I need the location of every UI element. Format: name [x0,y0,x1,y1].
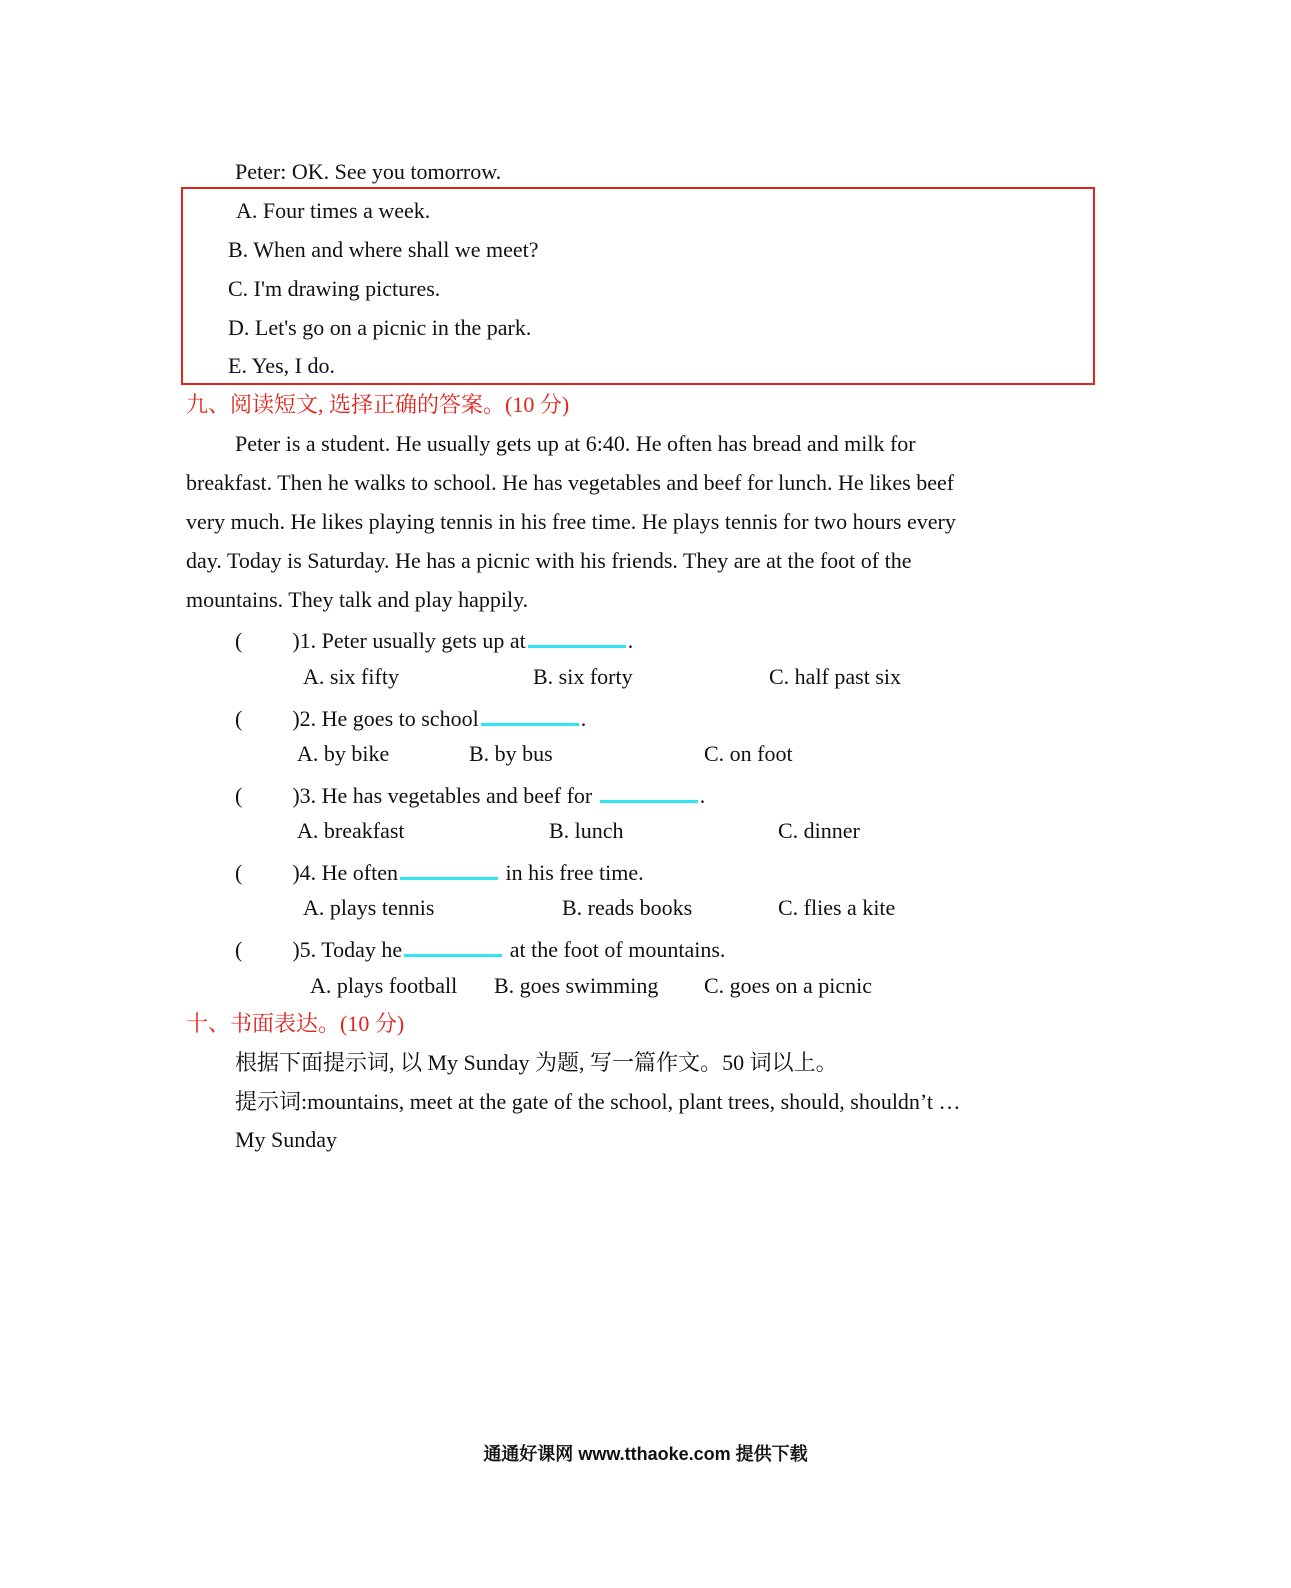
footer-watermark: 通通好课网 www.tthaoke.com 提供下载 [483,1444,808,1464]
option-a: A. six fifty [303,664,399,689]
choice-b: B. When and where shall we meet? [228,237,539,262]
writing-hints: 提示词:mountains, meet at the gate of the school, plant trees, should, shouldn’t … [235,1089,961,1114]
option-a: A. by bike [297,741,390,766]
option-b: B. lunch [549,818,624,843]
option-c: C. on foot [704,741,793,766]
question-text: )1. Peter usually gets up at [292,628,526,653]
answer-paren[interactable]: ( [235,783,243,808]
passage-line: Peter is a student. He usually gets up at 6:40. He often has bread and milk for [235,431,916,456]
passage-line: mountains. They talk and play happily. [186,587,529,612]
answer-blank [528,623,626,648]
answer-blank [400,855,498,880]
option-b: B. reads books [562,895,693,920]
answer-blank [600,778,698,803]
question-suffix: . [627,628,634,653]
choice-c: C. I'm drawing pictures. [228,276,441,301]
passage-line: breakfast. Then he walks to school. He has vegetables and beef for lunch. He likes beef [186,470,955,495]
question-3 [235,778,705,808]
question-suffix: . [699,783,706,808]
choice-d: D. Let's go on a picnic in the park. [228,315,532,340]
writing-instruction: 根据下面提示词, 以 My Sunday 为题, 写一篇作文。50 词以上。 [235,1050,838,1075]
option-b: B. goes swimming [494,973,659,998]
question-text: )5. Today he [292,937,403,962]
question-text: )3. He has vegetables and beef for [292,783,593,808]
question-1 [235,623,633,653]
section9-heading: 九、阅读短文, 选择正确的答案。(10 分) [186,392,570,417]
option-c: C. dinner [778,818,860,843]
answer-blank [481,701,579,726]
question-suffix: at the foot of mountains. [509,937,726,962]
option-a: A. plays football [310,973,458,998]
choice-e: E. Yes, I do. [228,353,335,378]
option-c: C. goes on a picnic [704,973,873,998]
question-suffix: . [580,706,587,731]
answer-paren[interactable]: ( [235,937,243,962]
option-b: B. by bus [469,741,553,766]
choice-a: A. Four times a week. [236,198,431,223]
passage-line: day. Today is Saturday. He has a picnic with his friends. They are at the foot of the [186,548,912,573]
option-c: C. flies a kite [778,895,896,920]
answer-paren[interactable]: ( [235,628,243,653]
question-suffix: in his free time. [505,860,644,885]
option-a: A. plays tennis [303,895,435,920]
option-a: A. breakfast [297,818,405,843]
question-5 [235,932,725,962]
answer-paren[interactable]: ( [235,860,243,885]
question-2 [235,701,586,731]
question-4 [235,855,644,885]
dialogue-line: Peter: OK. See you tomorrow. [235,159,502,184]
answer-paren[interactable]: ( [235,706,243,731]
answer-blank [404,932,502,957]
passage-line: very much. He likes playing tennis in his free time. He plays tennis for two hours every [186,509,956,534]
option-b: B. six forty [533,664,633,689]
essay-title: My Sunday [235,1127,338,1152]
option-c: C. half past six [769,664,901,689]
question-text: )2. He goes to school [292,706,479,731]
section10-heading: 十、书面表达。(10 分) [186,1011,405,1036]
question-text: )4. He often [292,860,399,885]
